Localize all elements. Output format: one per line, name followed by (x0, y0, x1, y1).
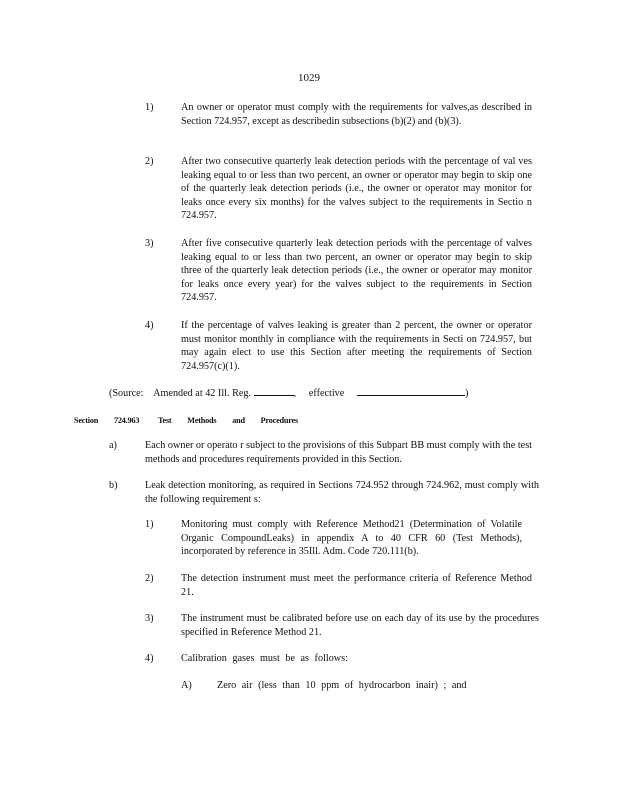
source-comma: , (293, 388, 297, 399)
item-number: 3) (145, 613, 154, 624)
section-title: Test Methods and Procedures (158, 416, 298, 425)
source-close: ) (465, 388, 469, 399)
paragraph: Calibration gases must be as follows: (181, 653, 348, 664)
source-effective: effective (308, 388, 345, 399)
paragraph: After two consecutive quarterly leak detection periods with the percentage of val ves leaking equal to or less than two percent, an owner or operator may begin to skip one of the quarterly leak detection periods (i.e., the owner or operator may monitor for leaks once every six months) for the valves subject to the requirements in Sectio n 724.957. (181, 156, 532, 222)
item-number: 4) (145, 320, 154, 331)
paragraph: Leak detection monitoring, as required in Sections 724.952 through 724.962, must comply with the following requirement s: (145, 480, 539, 505)
paragraph: Zero air (less than 10 ppm of hydrocarbon inair) ; and (217, 680, 467, 691)
item-number: 2) (145, 573, 154, 584)
effective-date-blank (357, 385, 465, 396)
source-note (109, 385, 539, 401)
item-number: 3) (145, 238, 154, 249)
paragraph: Each owner or operato r subject to the provisions of this Subpart BB must comply with the test methods and procedures requirements provided in this Section. (145, 440, 532, 465)
source-open: (Source: (109, 388, 144, 399)
item-number: A) (181, 680, 192, 691)
paragraph: The detection instrument must meet the performance criteria of Reference Method 21. (181, 573, 532, 598)
item-number: 1) (145, 102, 154, 113)
register-blank (254, 385, 294, 396)
item-number: 1) (145, 519, 154, 530)
paragraph: If the percentage of valves leaking is greater than 2 percent, the owner or operator must monitor monthly in compliance with the requirements in Secti on 724.957, but may again elect to use this Section after meeting the requirements of Section 724.957(c)(1). (181, 320, 532, 372)
paragraph: After five consecutive quarterly leak detection periods with the percentage of valves leaking equal to or less than two percent, an owner or operator may begin to skip three of the quarterly leak detection periods (i.e., the owner or operator may monitor for leaks once every year) for the valves subject to the requirements in Section 724.957. (181, 238, 532, 304)
page-number: 1029 (298, 72, 320, 84)
paragraph: Monitoring must comply with Reference Method21 (Determination of Volatile Organic CompoundLeaks) in appendix A to 40 CFR 60 (Test Methods), incorporated by reference in 35Ill. Adm. Code 720.111(b). (181, 519, 522, 558)
item-number: b) (109, 480, 118, 491)
source-amended: Amended at 42 Ill. Reg. (153, 388, 252, 399)
paragraph: The instrument must be calibrated before use on each day of its use by the procedures specified in Reference Method 21. (181, 613, 539, 638)
item-number: 2) (145, 156, 154, 167)
item-number: a) (109, 440, 117, 451)
section-label: Section (74, 416, 99, 425)
paragraph: An owner or operator must comply with the requirements for valves,as described in Section 724.957, except as describedin subsections (b)(2) and (b)(3). (181, 102, 532, 127)
item-number: 4) (145, 653, 154, 664)
section-number: 724.963 (114, 416, 140, 425)
